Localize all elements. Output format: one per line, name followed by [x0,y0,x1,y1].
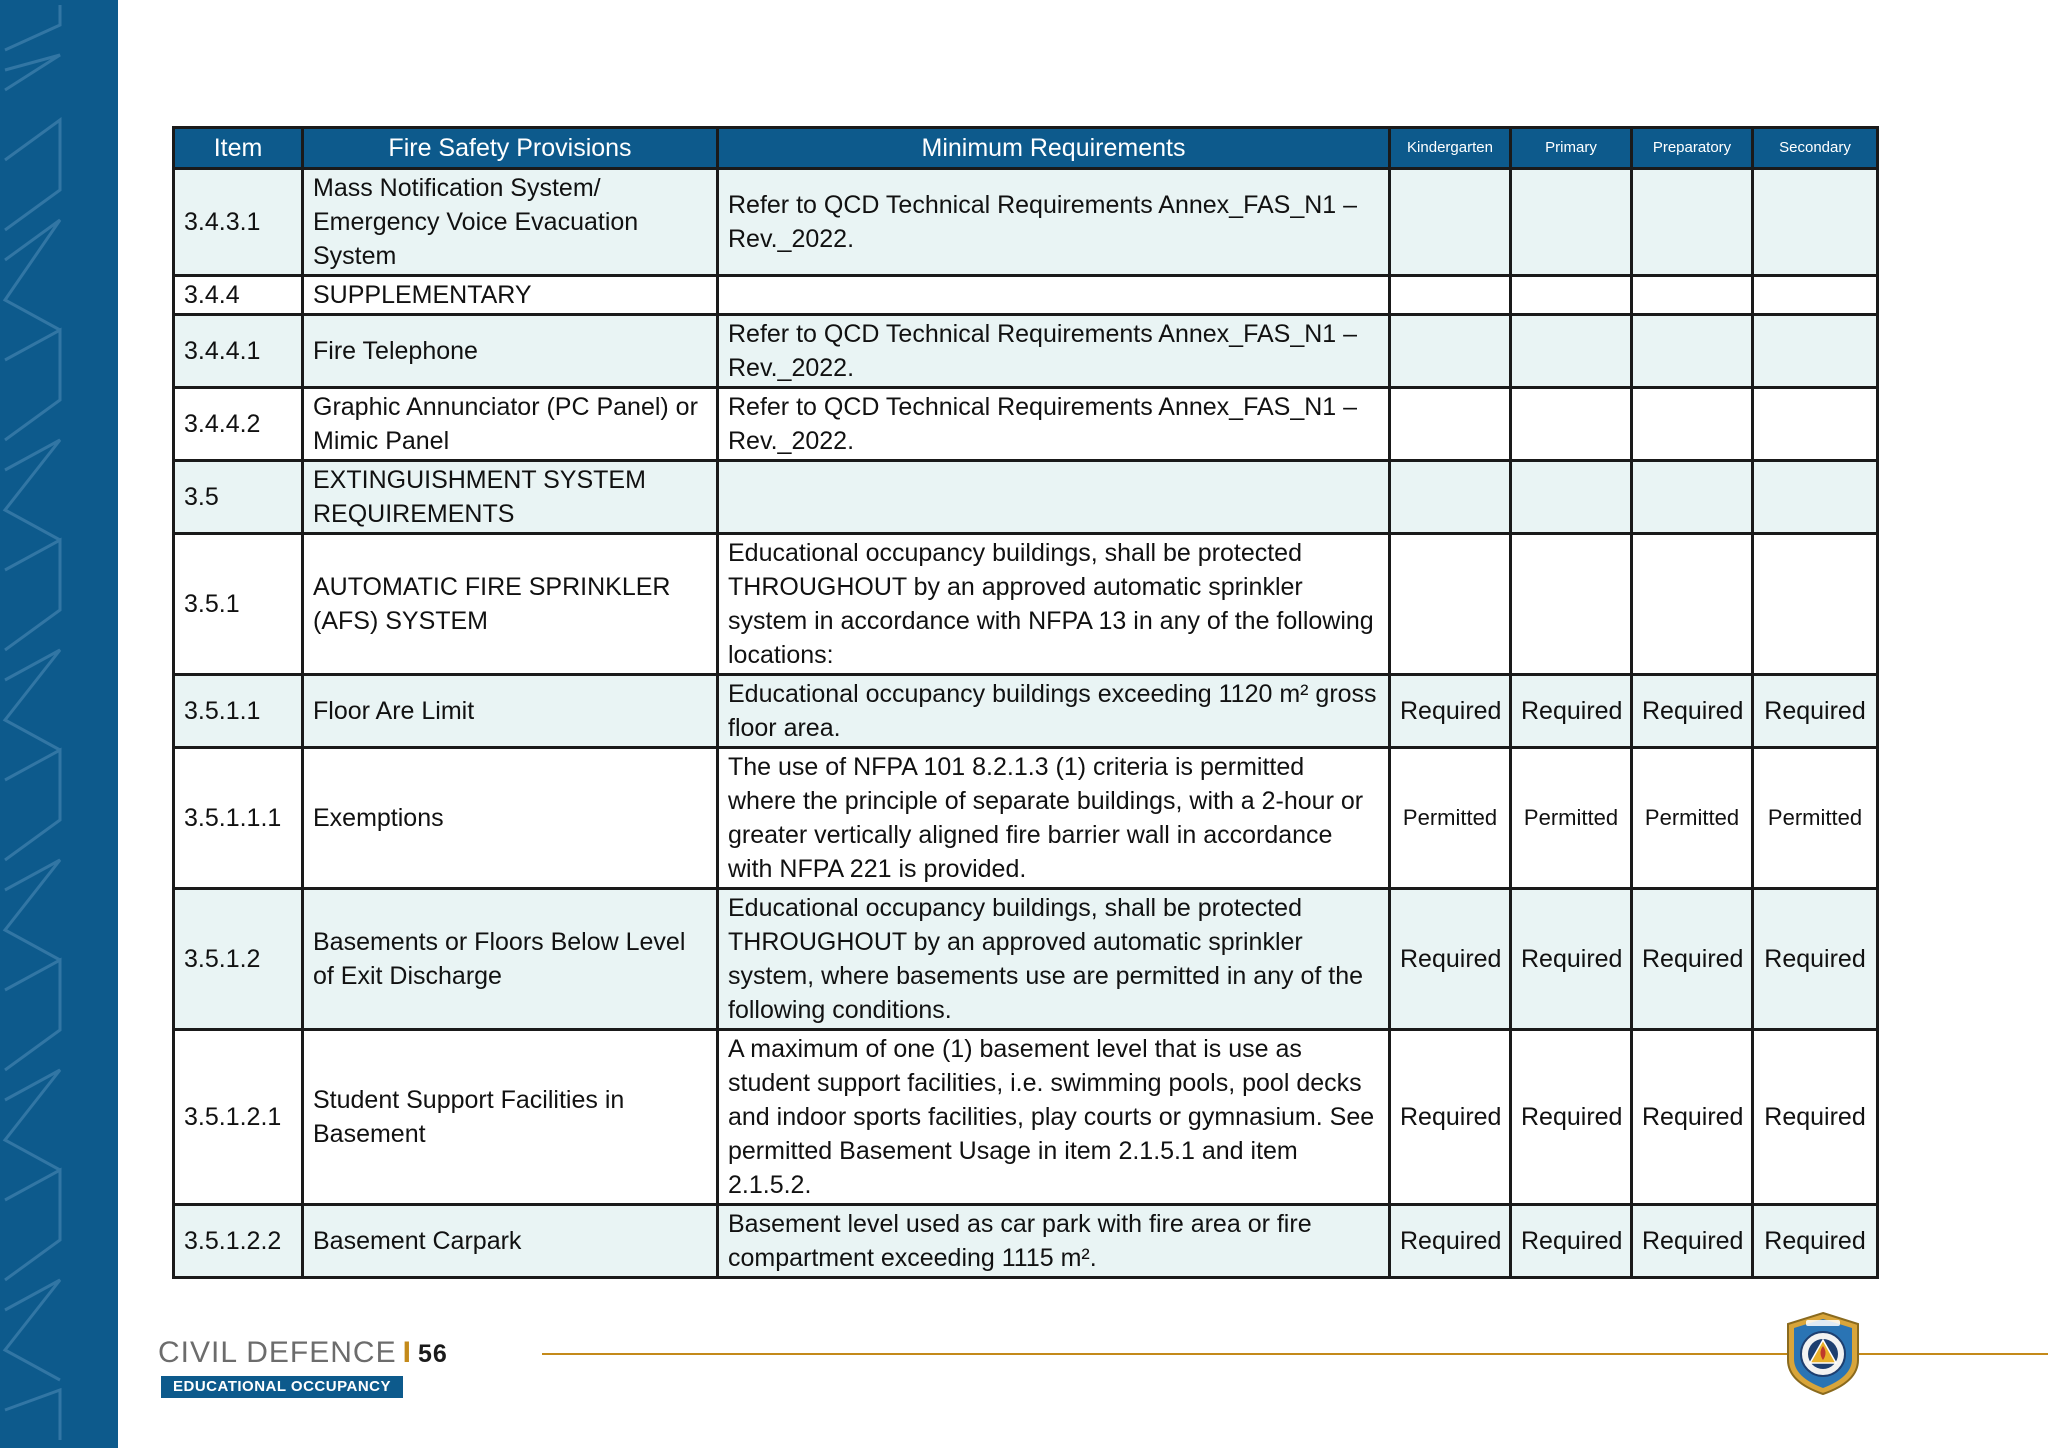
requirement-cell: Educational occupancy buildings, shall be protected THROUGHOUT by an approved automatic sprinkler system in accordance with NFPA 13 in any of the following locations: [718,534,1390,675]
item-number: 3.5.1.1 [174,675,303,748]
primary-cell: Required [1511,889,1632,1030]
preparatory-cell: Required [1632,1030,1753,1205]
item-number: 3.4.4.2 [174,388,303,461]
requirement-cell: Refer to QCD Technical Requirements Annex_FAS_N1 – Rev._2022. [718,169,1390,276]
kindergarten-cell [1390,169,1511,276]
primary-cell: Permitted [1511,748,1632,889]
page-number: 56 [417,1340,448,1368]
provision-cell: Floor Are Limit [303,675,718,748]
provision-cell: EXTINGUISHMENT SYSTEM REQUIREMENTS [303,461,718,534]
primary-cell [1511,534,1632,675]
requirement-cell: Basement level used as car park with fire area or fire compartment exceeding 1115 m². [718,1205,1390,1278]
item-number: 3.5.1 [174,534,303,675]
preparatory-cell [1632,169,1753,276]
secondary-cell [1753,388,1878,461]
item-number: 3.5.1.2 [174,889,303,1030]
requirement-cell: Educational occupancy buildings exceeding 1120 m² gross floor area. [718,675,1390,748]
table-row [174,388,1878,461]
provision-cell: SUPPLEMENTARY [303,276,718,315]
kindergarten-cell: Required [1390,889,1511,1030]
preparatory-cell: Required [1632,1205,1753,1278]
table-row [174,889,1878,1030]
table-row [174,1205,1878,1278]
table-row [174,675,1878,748]
item-number: 3.4.4.1 [174,315,303,388]
requirement-cell: Educational occupancy buildings, shall be protected THROUGHOUT by an approved automatic sprinkler system, where basements use are permitted in any of the following conditions. [718,889,1390,1030]
requirement-cell: Refer to QCD Technical Requirements Annex_FAS_N1 – Rev._2022. [718,315,1390,388]
requirement-cell: A maximum of one (1) basement level that is use as student support facilities, i.e. swimming pools, pool decks and indoor sports facilities, play courts or gymnasium. See permitted Basement Usage in item 2.1.5.1 and item 2.1.5.2. [718,1030,1390,1205]
primary-cell: Required [1511,1030,1632,1205]
primary-cell [1511,315,1632,388]
provision-cell: Fire Telephone [303,315,718,388]
kindergarten-cell: Required [1390,675,1511,748]
secondary-cell: Required [1753,889,1878,1030]
preparatory-cell [1632,461,1753,534]
requirement-cell: The use of NFPA 101 8.2.1.3 (1) criteria is permitted where the principle of separate buildings, with a 2-hour or greater vertically aligned fire barrier wall in accordance with NFPA 221 is provided. [718,748,1390,889]
secondary-cell [1753,276,1878,315]
item-number: 3.4.4 [174,276,303,315]
kindergarten-cell: Permitted [1390,748,1511,889]
secondary-cell: Required [1753,675,1878,748]
item-number: 3.5.1.1.1 [174,748,303,889]
section-tag: EDUCATIONAL OCCUPANCY [161,1376,403,1398]
provision-cell: AUTOMATIC FIRE SPRINKLER (AFS) SYSTEM [303,534,718,675]
chevron-pattern-graphic [0,0,118,1448]
footer-brand [158,1336,448,1370]
preparatory-cell: Permitted [1632,748,1753,889]
table-header-row [174,128,1878,169]
header-secondary: Secondary [1753,128,1878,169]
secondary-cell: Required [1753,1205,1878,1278]
item-number: 3.5.1.2.2 [174,1205,303,1278]
preparatory-cell [1632,388,1753,461]
provision-cell: Basements or Floors Below Level of Exit Discharge [303,889,718,1030]
header-primary: Primary [1511,128,1632,169]
table-row [174,276,1878,315]
kindergarten-cell [1390,388,1511,461]
primary-cell [1511,461,1632,534]
header-provisions: Fire Safety Provisions [303,128,718,169]
requirement-cell: Refer to QCD Technical Requirements Annex_FAS_N1 – Rev._2022. [718,388,1390,461]
kindergarten-cell [1390,315,1511,388]
item-number: 3.5 [174,461,303,534]
secondary-cell [1753,534,1878,675]
kindergarten-cell: Required [1390,1030,1511,1205]
brand-separator: I [402,1336,412,1369]
table-row [174,1030,1878,1205]
item-number: 3.5.1.2.1 [174,1030,303,1205]
fire-safety-table [172,126,1879,1279]
secondary-cell: Required [1753,1030,1878,1205]
requirement-cell [718,276,1390,315]
secondary-cell [1753,461,1878,534]
primary-cell: Required [1511,1205,1632,1278]
kindergarten-cell [1390,276,1511,315]
civil-defence-emblem-icon [1780,1310,1866,1396]
table-row [174,315,1878,388]
kindergarten-cell [1390,461,1511,534]
provision-cell: Graphic Annunciator (PC Panel) or Mimic Panel [303,388,718,461]
preparatory-cell [1632,534,1753,675]
kindergarten-cell: Required [1390,1205,1511,1278]
brand-name: CIVIL DEFENCE [158,1336,397,1369]
header-item: Item [174,128,303,169]
provision-cell: Student Support Facilities in Basement [303,1030,718,1205]
table-row [174,748,1878,889]
table-row [174,169,1878,276]
provision-cell: Mass Notification System/ Emergency Voice Evacuation System [303,169,718,276]
sidebar-pattern [0,0,118,1448]
secondary-cell: Permitted [1753,748,1878,889]
header-requirements: Minimum Requirements [718,128,1390,169]
secondary-cell [1753,169,1878,276]
table-row [174,534,1878,675]
item-number: 3.4.3.1 [174,169,303,276]
header-preparatory: Preparatory [1632,128,1753,169]
preparatory-cell [1632,315,1753,388]
preparatory-cell: Required [1632,675,1753,748]
kindergarten-cell [1390,534,1511,675]
provision-cell: Exemptions [303,748,718,889]
primary-cell [1511,276,1632,315]
primary-cell: Required [1511,675,1632,748]
provision-cell: Basement Carpark [303,1205,718,1278]
secondary-cell [1753,315,1878,388]
preparatory-cell [1632,276,1753,315]
primary-cell [1511,388,1632,461]
preparatory-cell: Required [1632,889,1753,1030]
table-row [174,461,1878,534]
header-kindergarten: Kindergarten [1390,128,1511,169]
requirement-cell [718,461,1390,534]
primary-cell [1511,169,1632,276]
